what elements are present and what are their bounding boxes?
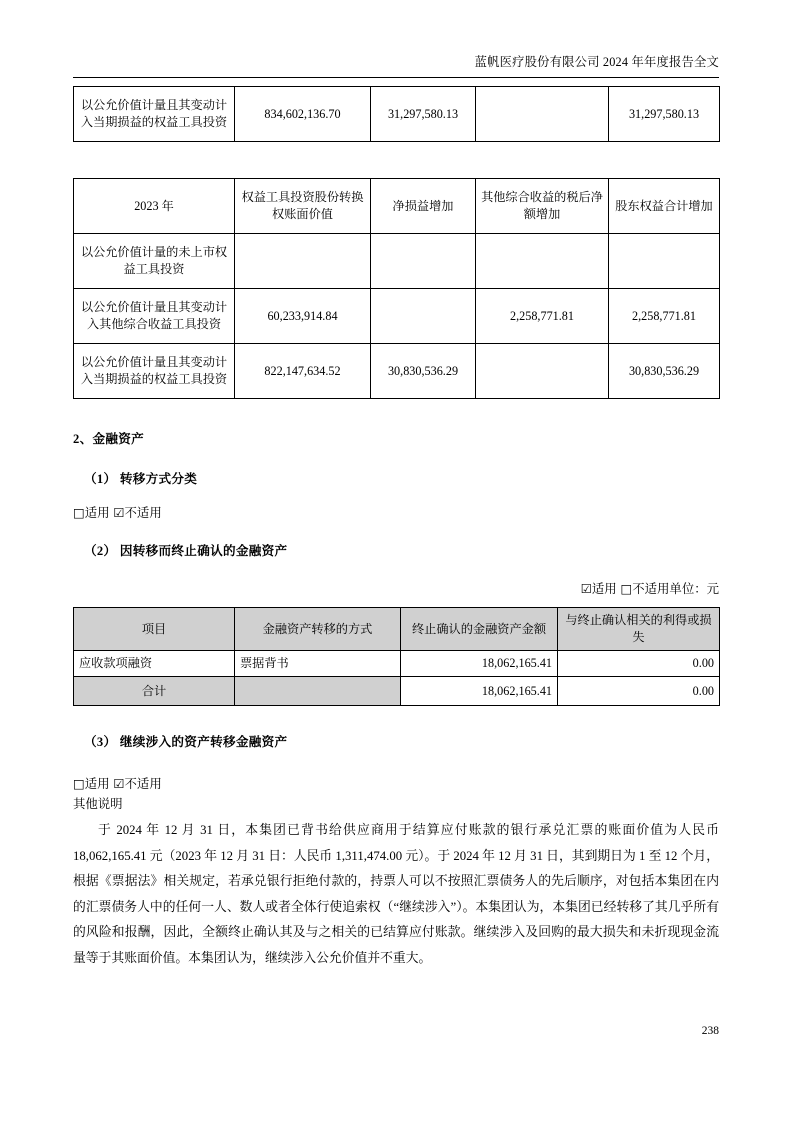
cell-value-4: 30,830,536.29 [609,344,720,399]
cell-value-4: 31,297,580.13 [609,87,720,142]
spacer [73,523,719,541]
header-net-profit-increase: 净损益增加 [371,179,476,234]
header-related-gain-loss: 与终止确认相关的利得或损失 [558,608,720,651]
cell-value-2: 31,297,580.13 [371,87,476,142]
subsection-heading-continuing-involvement: （3） 继续涉入的资产转移金融资产 [84,735,288,749]
table-row [74,87,720,142]
header-transfer-method: 金融资产转移的方式 [235,608,401,651]
page-header: 蓝帆医疗股份有限公司 2024 年年度报告全文 [474,55,719,69]
cell-value-2 [371,289,476,344]
table-header-row [74,179,720,234]
cell-item: 以公允价值计量的未上市权益工具投资 [74,234,235,289]
table-continued-fragment [73,86,720,142]
header-divider [73,77,719,78]
cell-total-method [235,677,401,706]
cell-item: 以公允价值计量且其变动计入当期损益的权益工具投资 [74,87,235,142]
cell-transfer-method: 票据背书 [235,651,401,677]
table-row [74,651,720,677]
header-oci-after-tax-increase: 其他综合收益的税后净额增加 [476,179,609,234]
cell-value-3: 2,258,771.81 [476,289,609,344]
cell-value-3 [476,87,609,142]
applicability-transfer-method: □适用 ☑不适用 [73,505,162,520]
spacer [73,489,719,503]
header-conversion-book-value: 权益工具投资股份转换权账面价值 [235,179,371,234]
table-2023-equity-instruments [73,178,720,399]
cell-value-4: 2,258,771.81 [609,289,720,344]
page-number: 238 [701,1025,719,1037]
cell-value-4 [609,234,720,289]
table-row [74,344,720,399]
header-total-equity-increase: 股东权益合计增加 [609,179,720,234]
spacer [73,142,719,178]
header-item: 项目 [74,608,235,651]
cell-value-1 [235,234,371,289]
applicability-derecognized-assets: ☑适用 □不适用单位：元 [580,581,719,596]
cell-value-2: 30,830,536.29 [371,344,476,399]
cell-item: 以公允价值计量且其变动计入当期损益的权益工具投资 [74,344,235,399]
cell-item: 应收款项融资 [74,651,235,677]
subsection-heading-transfer-method: （1） 转移方式分类 [84,472,198,486]
cell-value-1: 822,147,634.52 [235,344,371,399]
cell-related-gain-loss: 0.00 [558,651,720,677]
spacer [73,706,719,732]
table-derecognized-financial-assets [73,607,720,706]
spacer [73,449,719,469]
spacer [73,399,719,429]
applicability-continuing-involvement: □适用 ☑不适用 [73,776,162,791]
cell-total-gain-loss: 0.00 [558,677,720,706]
header-derecognized-amount: 终止确认的金融资产金额 [401,608,558,651]
table-row [74,289,720,344]
spacer [73,561,719,579]
cell-value-1: 834,602,136.70 [235,87,371,142]
header-year: 2023 年 [74,179,235,234]
spacer [73,599,719,607]
cell-derecognized-amount: 18,062,165.41 [401,651,558,677]
cell-value-3 [476,344,609,399]
other-explanation-paragraph: 于 2024 年 12 月 31 日，本集团已背书给供应商用于结算应付账款的银行承兑汇票的账面价值为人民币 18,062,165.41 元（2023 年 12 月 31 日：人民币 1,311,474.00 元）。于 2024 年 12 月 31 日，其到期日为 1 至 12 个月，根据《票据法》相关规定，若承兑银行拒绝付款的，持票人可以不按照汇票债务人的先后顺序，对包括本集团在内的汇票债务人中的任何一人、数人或者全体行使追索权（“继续涉入”）。本集团认为，本集团已经转移了其几乎所有的风险和报酬，因此，全额终止确认其及与之相关的已结算应付账款。继续涉入及回购的最大损失和未折现现金流量等于其账面价值。本集团认为，继续涉入公允价值并不重大。 [73,823,720,965]
cell-item: 以公允价值计量且其变动计入其他综合收益工具投资 [74,289,235,344]
cell-value-2 [371,234,476,289]
page-content [73,86,719,971]
spacer [73,752,719,774]
other-explanation-label: 其他说明 [73,797,123,811]
cell-value-3 [476,234,609,289]
cell-total-amount: 18,062,165.41 [401,677,558,706]
table-total-row [74,677,720,706]
section-heading-financial-assets: 2、金融资产 [73,432,145,446]
cell-value-1: 60,233,914.84 [235,289,371,344]
subsection-heading-derecognized-assets: （2） 因转移而终止确认的金融资产 [84,544,288,558]
table-header-row [74,608,720,651]
table-row [74,234,720,289]
cell-total-label: 合计 [74,677,235,706]
